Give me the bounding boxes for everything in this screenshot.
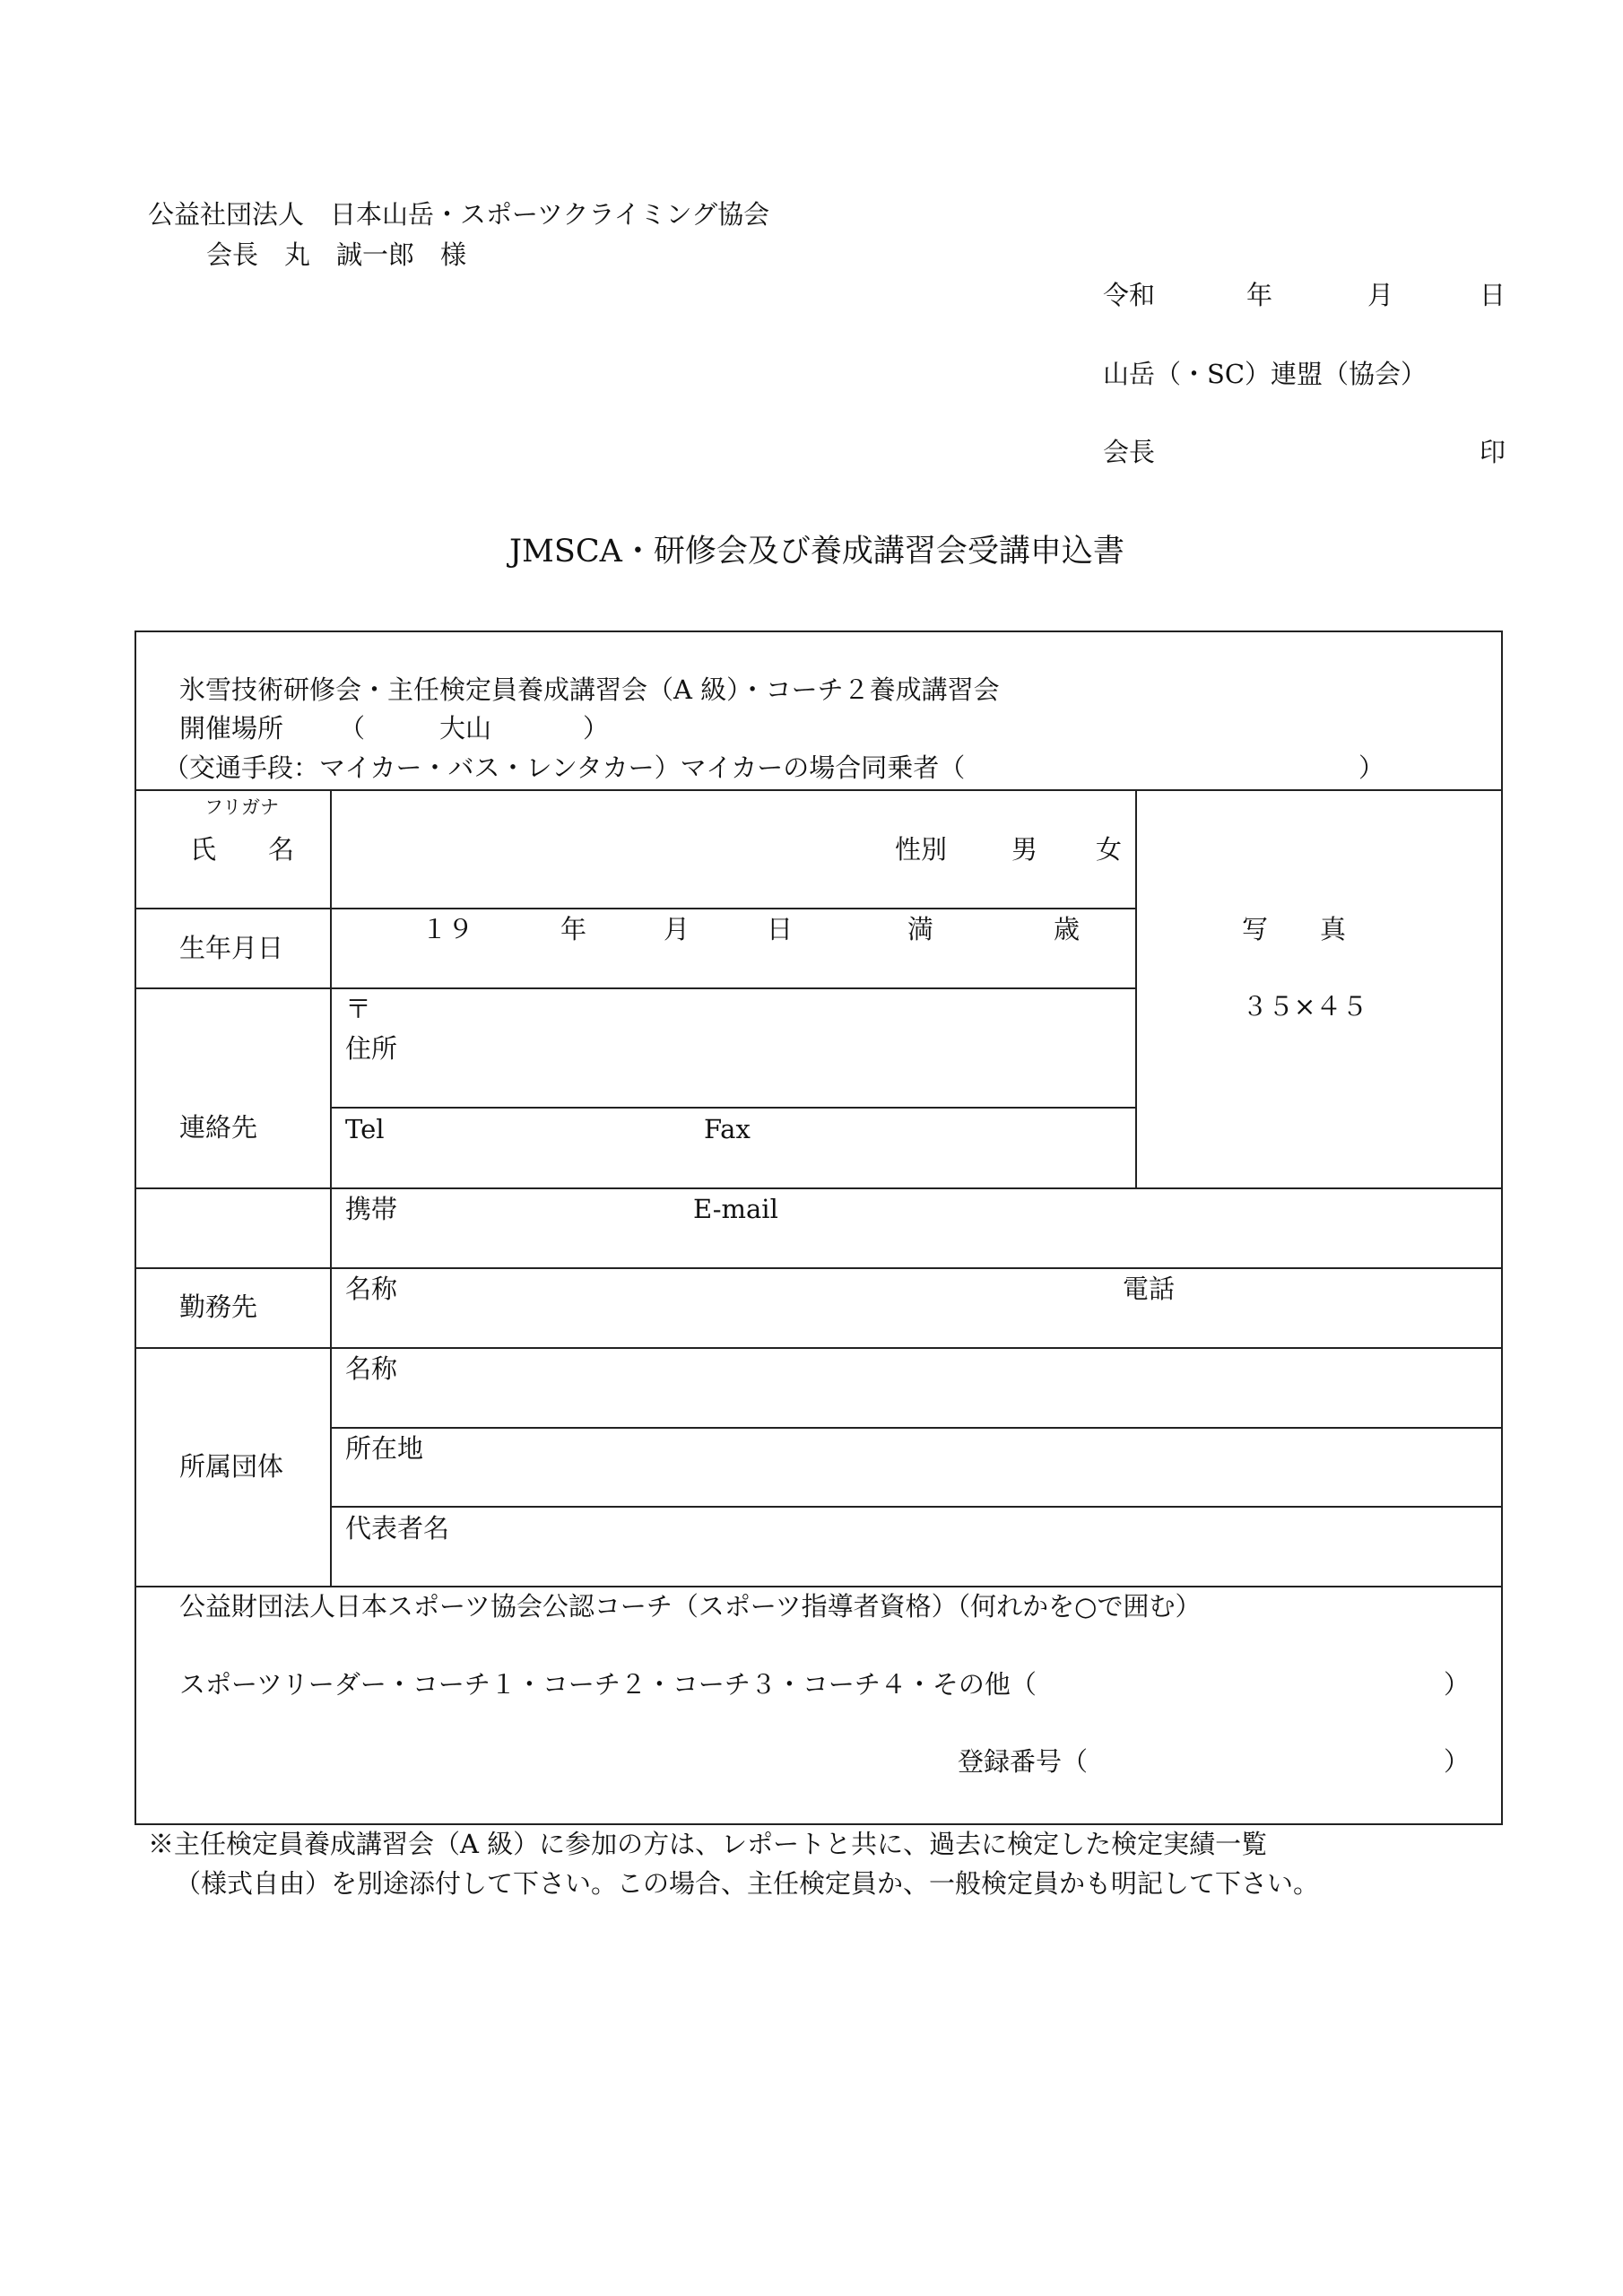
date-era: 令和 [1103, 280, 1156, 310]
birth-year-prefix: １９ [421, 914, 474, 944]
photo-label: 写 真 [1242, 914, 1347, 944]
workplace-name-label: 名称 [345, 1274, 398, 1304]
group-name-label: 名称 [345, 1353, 398, 1384]
gender-female-option[interactable]: 女 [1096, 834, 1123, 865]
note-line-1: ※主任検定員養成講習会（A 級）に参加の方は、レポートと共に、過去に検定した検定実績一覧 [148, 1829, 1268, 1859]
email-label: E-mail [693, 1194, 778, 1224]
postal-mark: 〒 [345, 994, 372, 1024]
group-representative-label: 代表者名 [345, 1513, 450, 1544]
birth-month-unit: 月 [664, 914, 690, 944]
group-label: 所属団体 [179, 1451, 284, 1482]
transport-close-paren: ） [1358, 752, 1385, 783]
fax-label: Fax [704, 1114, 751, 1144]
gender-label: 性別 [895, 834, 948, 865]
gender-male-option[interactable]: 男 [1011, 834, 1038, 865]
transport-line: （交通手段：マイカー・バス・レンタカー）マイカーの場合同乗者（ [163, 752, 966, 783]
tel-label: Tel [345, 1114, 385, 1144]
registration-number-label: 登録番号（ [958, 1746, 1089, 1777]
organization-name: 公益社団法人 日本山岳・スポーツクライミング協会 [148, 199, 770, 230]
coach-options-close-paren: ） [1444, 1669, 1471, 1700]
venue-value[interactable]: 大山 [439, 713, 492, 744]
photo-size: ３５×４５ [1242, 991, 1368, 1022]
federation-label: 山岳（・SC）連盟（協会） [1103, 359, 1428, 389]
contact-label: 連絡先 [179, 1112, 258, 1143]
seal-label: 印 [1480, 437, 1506, 467]
age-unit: 歳 [1054, 914, 1081, 944]
mobile-label: 携帯 [345, 1194, 398, 1224]
age-prefix: 満 [907, 914, 934, 944]
birth-day-unit: 日 [767, 914, 794, 944]
addressee: 会長 丸 誠一郎 様 [206, 239, 467, 270]
date-day-label: 日 [1480, 280, 1506, 310]
venue-label: 開催場所 [179, 713, 284, 744]
group-location-label: 所在地 [345, 1433, 424, 1464]
workplace-phone-label: 電話 [1123, 1274, 1176, 1304]
registration-close-paren: ） [1444, 1746, 1471, 1777]
birth-year-unit: 年 [560, 914, 587, 944]
chairman-label: 会長 [1103, 437, 1156, 467]
coach-heading: 公益財団法人日本スポーツ協会公認コーチ（スポーツ指導者資格）（何れかを○で囲む） [179, 1591, 1202, 1622]
name-label: 氏 名 [190, 834, 295, 865]
furigana-label: フリガナ [204, 796, 279, 818]
page-title: JMSCA・研修会及び養成講習会受講申込書 [509, 534, 1124, 570]
date-month-label: 月 [1367, 280, 1394, 310]
event-name: 氷雪技術研修会・主任検定員養成講習会（A 級）・コーチ２養成講習会 [179, 674, 1000, 705]
venue-open-paren: （ [339, 713, 366, 744]
note-line-2: （様式自由）を別途添付して下さい。この場合、主任検定員か、一般検定員かも明記して下さい。 [175, 1868, 1320, 1899]
address-label: 住所 [345, 1033, 398, 1064]
date-year-label: 年 [1246, 280, 1273, 310]
venue-close-paren: ） [583, 713, 610, 744]
birthdate-label: 生年月日 [179, 933, 284, 963]
workplace-label: 勤務先 [179, 1292, 258, 1322]
coach-options[interactable]: スポーツリーダー・コーチ１・コーチ２・コーチ３・コーチ４・その他（ [179, 1669, 1037, 1700]
